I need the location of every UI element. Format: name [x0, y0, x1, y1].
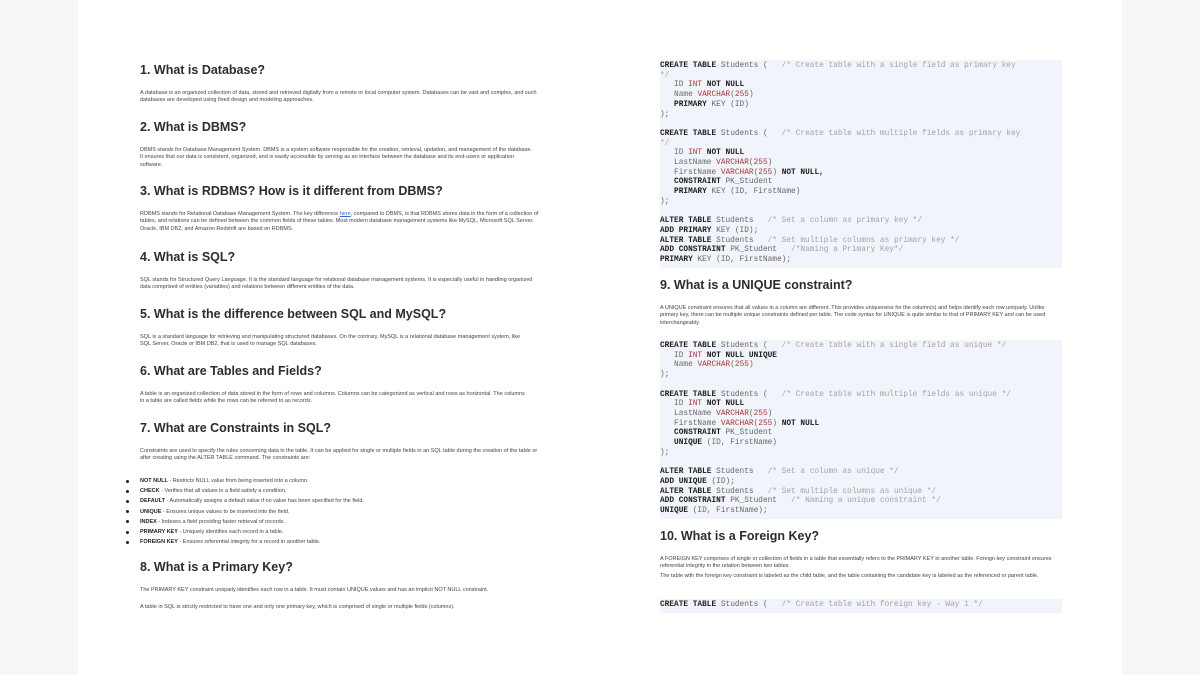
code-token: /* Naming a unique constraint */ — [791, 497, 941, 506]
code-token: ID — [660, 351, 689, 360]
code-token: CONSTRAINT — [660, 178, 721, 187]
code-token: 255 — [734, 91, 749, 100]
code-token: NOT NULL — [702, 81, 745, 90]
code-token: /* Create table with a single field as unique */ — [781, 342, 1007, 350]
code-token — [660, 458, 665, 466]
code-token: PK_Student — [725, 497, 792, 506]
code-token — [660, 381, 665, 389]
code-token: KEY (ID) — [706, 100, 749, 109]
code-token: ADD PRIMARY — [660, 226, 712, 235]
answer-q6: A table is an organized collection of data stored in the form of rows and columns. Columns can be categorized as vertical and rows as horizontal. The columns in a table are called fields while the rows can be referred to as records. — [140, 391, 525, 405]
code-token: CREATE TABLE — [660, 342, 717, 350]
constraint-term: NOT NULL — [140, 478, 168, 484]
code-token: ADD CONSTRAINT — [660, 246, 726, 255]
code-token: PRIMARY — [660, 100, 707, 109]
constraint-term: PRIMARY KEY — [140, 529, 178, 536]
constraint-term: FOREIGN KEY — [140, 539, 178, 546]
code-token — [660, 120, 665, 128]
constraint-item — [126, 476, 364, 486]
answer-q8-part1: The PRIMARY KEY constraint uniquely identifies each row in a table. It must contain UNIQUE values and has an implicit NOT NULL constraint. — [140, 587, 489, 593]
here-link[interactable]: here — [339, 211, 351, 217]
constraint-term: CHECK — [140, 488, 160, 495]
code-token: PK_Student — [720, 178, 773, 187]
code-token: VARCHAR — [720, 419, 754, 428]
answer-q9: A UNIQUE constraint ensures that all values in a column are different. This provides uniqueness for the column(s) and helps identify each row uniquely. Unlike primary key, there can be multiple unique constraints defined per table. The code syntax for UNIQUE is quite similar to that of PRIMARY KEY and can be used interchangeably. — [660, 305, 1046, 326]
code-token: ( — [748, 409, 754, 418]
code-token: /* Set a column as primary key */ — [767, 217, 923, 226]
code-unique — [660, 342, 1062, 517]
constraint-term: DEFAULT — [140, 498, 165, 505]
code-token: Students ( — [716, 62, 782, 70]
code-token: /* Create table with a single field as primary key — [781, 62, 1016, 70]
heading-q9: 9. What is a UNIQUE constraint? — [660, 278, 853, 292]
code-token: ALTER TABLE — [660, 487, 712, 496]
code-token: ADD UNIQUE — [660, 477, 707, 486]
code-token: Students — [711, 487, 768, 496]
answer-q3 — [140, 211, 540, 233]
code-token: LastName — [660, 159, 717, 168]
constraint-list — [126, 476, 364, 547]
code-token: ) — [748, 91, 754, 100]
code-token: (ID, FirstName) — [702, 439, 777, 448]
heading-q5: 5. What is the difference between SQL and MySQL? — [140, 307, 447, 321]
code-token: Name — [660, 91, 698, 100]
constraint-term: INDEX — [140, 518, 157, 525]
constraint-desc: - Restricts NULL value from being inserted into a column. — [167, 478, 309, 484]
heading-q8: 8. What is a Primary Key? — [140, 560, 293, 574]
constraint-item — [126, 507, 364, 517]
heading-q6: 6. What are Tables and Fields? — [140, 364, 322, 378]
code-token: NOT NULL UNIQUE — [702, 351, 777, 360]
code-token: CREATE TABLE — [660, 129, 717, 138]
code-token: ( — [753, 168, 759, 177]
code-token: NOT NULL — [702, 400, 745, 409]
code-token: VARCHAR — [720, 168, 754, 177]
heading-q4: 4. What is SQL? — [140, 250, 236, 264]
code-token: CREATE TABLE — [660, 62, 717, 70]
code-token: ) — [748, 361, 754, 370]
code-token: VARCHAR — [697, 361, 731, 370]
code-token: Students — [711, 217, 768, 226]
constraint-desc: - Verifies that all values in a field satisfy a condition. — [159, 488, 287, 495]
code-token: NOT NULL, — [777, 168, 824, 177]
code-token: ( — [748, 159, 754, 168]
code-token: ID — [660, 149, 689, 158]
code-token: CREATE TABLE — [660, 601, 717, 609]
code-token: KEY (ID); — [711, 226, 759, 235]
heading-q3: 3. What is RDBMS? How is it different from DBMS? — [140, 184, 443, 198]
code-token: /* Set a column as unique */ — [767, 468, 899, 477]
code-token: ); — [660, 371, 670, 380]
code-token: ADD CONSTRAINT — [660, 497, 726, 506]
code-token: PK_Student — [725, 246, 792, 255]
code-token: 255 — [753, 159, 768, 168]
bullet-icon — [126, 490, 129, 493]
code-foreign-key — [660, 601, 1062, 611]
code-token: */ — [660, 139, 670, 148]
code-token: 255 — [753, 409, 768, 418]
code-token: Name — [660, 361, 698, 370]
code-token: LastName — [660, 409, 717, 418]
answer-q3-part2: , compared to DBMS, is that RDBMS stores data in the form of a collection of tables, and relations can be defined between the common fields of these tables. Most modern database management systems like MySQL, Microsoft SQL Server, Oracle, IBM DB2, and Amazon Redshift are based on RDBMS. — [140, 211, 539, 232]
code-token: FirstName — [660, 168, 721, 177]
code-token: */ — [660, 71, 670, 80]
constraint-item — [126, 527, 364, 537]
code-token: ID — [660, 400, 689, 409]
code-token: 255 — [758, 419, 773, 428]
code-token: (ID); — [706, 477, 735, 486]
code-token: Students ( — [716, 129, 782, 138]
code-token: ( — [753, 419, 759, 428]
code-token: (ID, FirstName); — [688, 506, 768, 515]
code-token: UNIQUE — [660, 506, 689, 515]
code-token: PRIMARY — [660, 256, 693, 265]
constraint-term: UNIQUE — [140, 508, 162, 515]
code-token: ) — [767, 409, 773, 418]
code-token: /* Set multiple columns as primary key */ — [767, 236, 960, 245]
answer-q5: SQL is a standard language for retrieving and manipulating structured databases. On the contrary, MySQL is a relational database management system, like SQL Server, Oracle or IBM DB2, that is used to manage SQL databases. — [140, 334, 521, 348]
answer-q8-part2: A table in SQL is strictly restricted to have one and only one primary key, which is comprised of single or multiple fields (columns). — [140, 604, 455, 610]
answer-q10-part2: The table with the foreign key constraint is labeled as the child table, and the table containing the candidate key is labeled as the referenced or parent table. — [660, 573, 1039, 579]
code-token: ); — [660, 448, 670, 457]
constraint-item — [126, 517, 364, 527]
answer-q7: Constraints are used to specify the rules concerning data in the table. It can be applied for single or multiple fields in an SQL table during the creation of the table or after creating using the ALTER TABLE command. The constraints are: — [140, 448, 538, 462]
answer-q1: A database is an organized collection of data, stored and retrieved digitally from a remote or local computer system. Databases can be vast and complex, and such databases are developed using fixed design and modeling approaches. — [140, 90, 537, 104]
code-block-foreign-key — [660, 599, 1062, 613]
code-token: 255 — [758, 168, 773, 177]
code-token: /* Create table with foreign key - Way 1 */ — [781, 601, 983, 609]
code-token: ( — [730, 91, 735, 100]
code-token: ALTER TABLE — [660, 468, 712, 477]
code-token: Students ( — [716, 342, 782, 350]
bullet-icon — [126, 500, 129, 503]
code-block-unique — [660, 340, 1062, 519]
code-token: NOT NULL — [702, 149, 745, 158]
constraint-item — [126, 496, 364, 506]
code-token: /* Create table with multiple fields as unique */ — [781, 390, 1011, 399]
code-token: VARCHAR — [716, 159, 749, 168]
answer-q4: SQL stands for Structured Query Language. It is the standard language for relational database management systems. It is especially useful in handling organized data comprised of entities (variables) and relations between different entities of the data. — [140, 277, 533, 291]
code-token: ALTER TABLE — [660, 217, 712, 226]
code-block-primary-key — [660, 60, 1062, 268]
code-token: CREATE TABLE — [660, 390, 717, 399]
answer-q2: DBMS stands for Database Management System. DBMS is a system software responsible for the creation, retrieval, updation, and management of the database. It ensures that our data is consistent, organized, and is easily accessible by serving as an interface between the database and its end-users or application software. — [140, 147, 532, 168]
code-token: UNIQUE — [660, 439, 703, 448]
code-token: INT — [688, 149, 703, 158]
bullet-icon — [126, 531, 129, 534]
bullet-icon — [126, 510, 129, 513]
constraint-desc: - Ensures referential integrity for a record in another table. — [177, 539, 321, 546]
bullet-icon — [126, 480, 129, 483]
code-token: 255 — [734, 361, 749, 370]
code-token: ) — [772, 419, 778, 428]
answer-q10-part1: A FOREIGN KEY comprises of single or collection of fields in a table that essentially refers to the PRIMARY KEY in another table. Foreign key constraint ensures referential integrity in the relation between two tables. — [660, 556, 1052, 570]
heading-q10: 10. What is a Foreign Key? — [660, 529, 820, 543]
heading-q2: 2. What is DBMS? — [140, 120, 247, 134]
code-token: ) — [772, 168, 778, 177]
code-token: ALTER TABLE — [660, 236, 712, 245]
code-token: Students — [711, 236, 768, 245]
heading-q1: 1. What is Database? — [140, 63, 266, 77]
code-token: ID — [660, 81, 689, 90]
document-page — [78, 0, 1122, 675]
code-token: ); — [660, 110, 670, 119]
code-token: PK_Student — [720, 429, 773, 438]
constraint-desc: - Ensures unique values to be inserted into the field. — [161, 508, 290, 515]
constraint-desc: - Indexes a field providing faster retrieval of records. — [156, 518, 285, 525]
code-token: VARCHAR — [697, 91, 731, 100]
code-token: ) — [767, 159, 773, 168]
code-token: /* Create table with multiple fields as primary key — [781, 129, 1021, 138]
code-token: Students ( — [716, 390, 782, 399]
constraint-desc: - Automatically assigns a default value if no value has been specified for the field. — [164, 498, 364, 505]
code-token: ( — [730, 361, 735, 370]
answer-q3-part1: RDBMS stands for Relational Database Management System. The key difference — [140, 211, 340, 217]
code-token: NOT NULL — [777, 419, 820, 428]
code-token: /* Set multiple columns as unique */ — [767, 487, 937, 496]
code-token: VARCHAR — [716, 409, 749, 418]
code-token: KEY (ID, FirstName); — [692, 256, 792, 265]
code-token — [660, 208, 665, 216]
bullet-icon — [126, 541, 129, 544]
code-token: PRIMARY — [660, 188, 707, 197]
heading-q7: 7. What are Constraints in SQL? — [140, 421, 331, 435]
code-token: /*Naming a Primary Key*/ — [791, 246, 904, 255]
code-token: INT — [688, 400, 703, 409]
code-primary-key — [660, 62, 1062, 266]
constraint-desc: - Uniquely identifies each record in a table. — [177, 529, 284, 536]
code-token: CONSTRAINT — [660, 429, 721, 438]
code-token: FirstName — [660, 419, 721, 428]
code-token: ); — [660, 197, 670, 206]
code-token: KEY (ID, FirstName) — [706, 188, 801, 197]
constraint-item — [126, 537, 364, 547]
constraint-item — [126, 486, 364, 496]
bullet-icon — [126, 520, 129, 523]
code-token: INT — [688, 81, 703, 90]
code-token: Students ( — [716, 601, 782, 609]
code-token: INT — [688, 351, 703, 360]
code-token: Students — [711, 468, 768, 477]
